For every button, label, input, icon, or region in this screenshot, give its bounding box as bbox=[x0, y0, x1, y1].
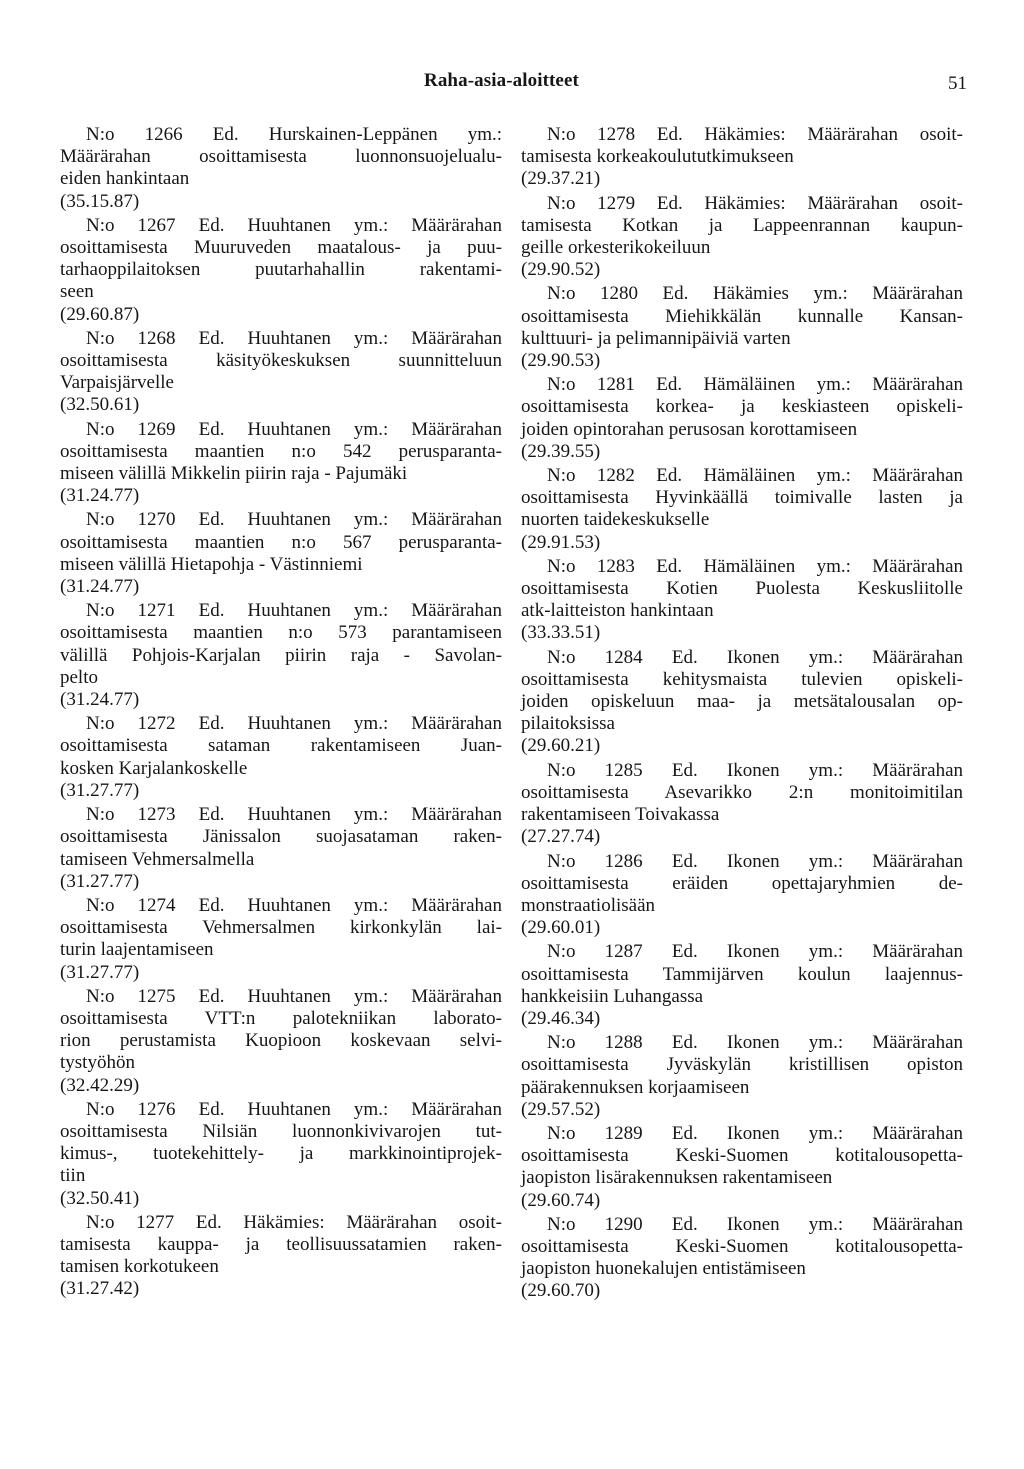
motion-heading-line: N:o 1281 Ed. Hämäläinen ym.: Määrärahan bbox=[547, 374, 963, 396]
motion-entry bbox=[60, 1212, 502, 1301]
motion-text-line: osoittamisesta Jänissalon suojasataman raken- bbox=[60, 826, 502, 848]
motion-text-line: osoittamisesta Miehikkälän kunnalle Kansan- bbox=[521, 305, 963, 327]
budget-code: (29.37.21) bbox=[521, 168, 601, 190]
motion-entry bbox=[521, 124, 963, 191]
motion-entry bbox=[521, 193, 963, 282]
motion-text-line: osoittamisesta käsityökeskuksen suunnitteluun bbox=[60, 350, 502, 372]
motion-entry bbox=[60, 986, 502, 1097]
motion-heading-line: N:o 1274 Ed. Huuhtanen ym.: Määrärahan bbox=[86, 894, 502, 916]
motion-entry bbox=[60, 328, 502, 417]
budget-code: (29.60.21) bbox=[521, 735, 601, 757]
page-header bbox=[0, 70, 1024, 100]
motion-heading-line: N:o 1275 Ed. Huuhtanen ym.: Määrärahan bbox=[86, 985, 502, 1007]
motion-text-line: osoittamisesta Asevarikko 2:n monitoimitilan bbox=[521, 781, 963, 803]
motion-text-line: osoittamisesta Muuruveden maatalous- ja puu- bbox=[60, 237, 502, 259]
motion-text-line: atk-laitteiston hankintaan bbox=[521, 600, 714, 622]
motion-entry bbox=[521, 1032, 963, 1121]
motion-heading-line: N:o 1271 Ed. Huuhtanen ym.: Määrärahan bbox=[86, 600, 502, 622]
motion-heading-line: N:o 1282 Ed. Hämäläinen ym.: Määrärahan bbox=[547, 465, 963, 487]
motion-heading-line: N:o 1278 Ed. Häkämies: Määrärahan osoit- bbox=[547, 124, 963, 145]
budget-code: (32.50.61) bbox=[60, 394, 140, 416]
motion-entry bbox=[60, 600, 502, 711]
motion-entry bbox=[521, 647, 963, 758]
motion-text-line: välillä Pohjois-Karjalan piirin raja - Savolan- bbox=[60, 644, 502, 666]
motion-heading-line: N:o 1279 Ed. Häkämies: Määrärahan osoit- bbox=[547, 192, 963, 214]
budget-code: (29.90.52) bbox=[521, 259, 601, 281]
motion-text-line: seen bbox=[60, 281, 94, 303]
motion-heading-line: N:o 1283 Ed. Hämäläinen ym.: Määrärahan bbox=[547, 555, 963, 577]
motion-text-line: joiden opintorahan perusosan korottamiseen bbox=[521, 418, 858, 440]
motion-heading-line: N:o 1277 Ed. Häkämies: Määrärahan osoit- bbox=[86, 1211, 502, 1233]
budget-code: (27.27.74) bbox=[521, 826, 601, 848]
motion-text-line: Määrärahan osoittamisesta luonnonsuojelualu- bbox=[60, 146, 502, 168]
motion-text-line: osoittamisesta Nilsiän luonnonkivivarojen tut- bbox=[60, 1120, 502, 1142]
motion-text-line: kosken Karjalankoskelle bbox=[60, 757, 248, 779]
motion-heading-line: N:o 1290 Ed. Ikonen ym.: Määrärahan bbox=[547, 1213, 963, 1235]
budget-code: (31.24.77) bbox=[60, 576, 140, 598]
motion-text-line: osoittamisesta Hyvinkäällä toimivalle lasten ja bbox=[521, 487, 963, 509]
motion-text-line: osoittamisesta Jyväskylän kristillisen opiston bbox=[521, 1054, 963, 1076]
motion-text-line: pelto bbox=[60, 666, 98, 688]
motion-text-line: monstraatiolisään bbox=[521, 894, 656, 916]
budget-code: (32.50.41) bbox=[60, 1187, 140, 1209]
motion-entry bbox=[60, 895, 502, 984]
page-number: 51 bbox=[948, 73, 967, 94]
motion-text-line: tamisen korkotukeen bbox=[60, 1256, 219, 1278]
motion-entry bbox=[60, 215, 502, 326]
motion-text-line: osoittamisesta Keski-Suomen kotitalousopetta- bbox=[521, 1235, 963, 1257]
motion-text-line: osoittamisesta maantien n:o 542 perusparanta- bbox=[60, 440, 502, 462]
budget-code: (32.42.29) bbox=[60, 1074, 140, 1096]
motion-text-line: geille orkesterikokeiluun bbox=[521, 237, 711, 259]
motion-heading-line: N:o 1285 Ed. Ikonen ym.: Määrärahan bbox=[547, 759, 963, 781]
budget-code: (29.60.01) bbox=[521, 917, 601, 939]
motion-heading-line: N:o 1268 Ed. Huuhtanen ym.: Määrärahan bbox=[86, 327, 502, 349]
motion-text-line: tamisesta korkeakoulututkimukseen bbox=[521, 146, 794, 168]
budget-code: (29.60.70) bbox=[521, 1280, 601, 1302]
motion-heading-line: N:o 1288 Ed. Ikonen ym.: Määrärahan bbox=[547, 1032, 963, 1054]
budget-code: (29.60.87) bbox=[60, 303, 140, 325]
motion-heading-line: N:o 1269 Ed. Huuhtanen ym.: Määrärahan bbox=[86, 418, 502, 440]
budget-code: (33.33.51) bbox=[521, 622, 601, 644]
motion-text-line: tystyöhön bbox=[60, 1052, 135, 1074]
motion-text-line: joiden opiskeluun maa- ja metsätalousalan op- bbox=[521, 691, 963, 713]
motion-heading-line: N:o 1270 Ed. Huuhtanen ym.: Määrärahan bbox=[86, 509, 502, 531]
motion-text-line: tamisesta kauppa- ja teollisuussatamien raken- bbox=[60, 1233, 502, 1255]
budget-code: (29.46.34) bbox=[521, 1007, 601, 1029]
motion-entry bbox=[521, 941, 963, 1030]
motion-text-line: osoittamisesta maantien n:o 567 perusparanta- bbox=[60, 531, 502, 553]
motion-text-line: tarhaoppilaitoksen puutarhahallin rakentami- bbox=[60, 259, 502, 281]
budget-code: (31.27.77) bbox=[60, 779, 140, 801]
motion-text-line: osoittamisesta VTT:n palotekniikan laborato- bbox=[60, 1007, 502, 1029]
budget-code: (29.60.74) bbox=[521, 1189, 601, 1211]
motion-entry bbox=[60, 1099, 502, 1210]
motion-heading-line: N:o 1272 Ed. Huuhtanen ym.: Määrärahan bbox=[86, 713, 502, 735]
motion-entry bbox=[521, 1123, 963, 1212]
motion-heading-line: N:o 1267 Ed. Huuhtanen ym.: Määrärahan bbox=[86, 214, 502, 236]
left-column bbox=[60, 124, 502, 1303]
budget-code: (29.57.52) bbox=[521, 1098, 601, 1120]
motion-heading-line: N:o 1266 Ed. Hurskainen-Leppänen ym.: bbox=[86, 124, 502, 145]
motion-entry bbox=[60, 419, 502, 508]
motion-entry bbox=[60, 804, 502, 893]
motion-entry bbox=[521, 374, 963, 463]
budget-code: (31.27.42) bbox=[60, 1278, 140, 1300]
motion-heading-line: N:o 1273 Ed. Huuhtanen ym.: Määrärahan bbox=[86, 804, 502, 826]
motion-entry bbox=[521, 760, 963, 849]
motion-text-line: osoittamisesta eräiden opettajaryhmien de- bbox=[521, 872, 963, 894]
motion-text-line: kimus-, tuotekehittely- ja markkinointiprojek- bbox=[60, 1143, 502, 1165]
motion-text-line: miseen välillä Hietapohja - Västinniemi bbox=[60, 553, 363, 575]
budget-code: (29.91.53) bbox=[521, 531, 601, 553]
motion-heading-line: N:o 1284 Ed. Ikonen ym.: Määrärahan bbox=[547, 646, 963, 668]
motion-entry bbox=[521, 1214, 963, 1303]
motion-text-line: eiden hankintaan bbox=[60, 168, 190, 190]
budget-code: (29.90.53) bbox=[521, 350, 601, 372]
budget-code: (29.39.55) bbox=[521, 440, 601, 462]
motion-heading-line: N:o 1280 Ed. Häkämies ym.: Määrärahan bbox=[547, 283, 963, 305]
motion-heading-line: N:o 1289 Ed. Ikonen ym.: Määrärahan bbox=[547, 1122, 963, 1144]
motion-entry bbox=[521, 556, 963, 645]
motion-text-line: pilaitoksissa bbox=[521, 713, 615, 735]
motion-entry bbox=[60, 509, 502, 598]
motion-text-line: turin laajentamiseen bbox=[60, 939, 214, 961]
motion-text-line: päärakennuksen korjaamiseen bbox=[521, 1076, 750, 1098]
motion-entry bbox=[521, 283, 963, 372]
budget-code: (31.27.77) bbox=[60, 961, 140, 983]
motion-text-line: osoittamisesta korkea- ja keskiasteen opiskeli- bbox=[521, 396, 963, 418]
motion-text-line: tamisesta Kotkan ja Lappeenrannan kaupun- bbox=[521, 214, 963, 236]
budget-code: (31.24.77) bbox=[60, 485, 140, 507]
motion-text-line: osoittamisesta Keski-Suomen kotitalousopetta- bbox=[521, 1145, 963, 1167]
motion-text-line: tamiseen Vehmersalmella bbox=[60, 848, 255, 870]
motion-text-line: kulttuuri- ja pelimannipäiviä varten bbox=[521, 327, 791, 349]
right-column bbox=[521, 124, 963, 1305]
motion-text-line: osoittamisesta maantien n:o 573 parantamiseen bbox=[60, 622, 502, 644]
budget-code: (35.15.87) bbox=[60, 190, 140, 212]
motion-text-line: Varpaisjärvelle bbox=[60, 372, 174, 394]
motion-text-line: jaopiston lisärakennuksen rakentamiseen bbox=[521, 1167, 833, 1189]
running-title: Raha-asia-aloitteet bbox=[424, 70, 579, 91]
motion-text-line: miseen välillä Mikkelin piirin raja - Pajumäki bbox=[60, 463, 408, 485]
motion-text-line: hankkeisiin Luhangassa bbox=[521, 985, 704, 1007]
motion-text-line: osoittamisesta Tammijärven koulun laajennus- bbox=[521, 963, 963, 985]
budget-code: (31.24.77) bbox=[60, 689, 140, 711]
motion-text-line: nuorten taidekeskukselle bbox=[521, 509, 710, 531]
motion-text-line: osoittamisesta sataman rakentamiseen Juan- bbox=[60, 735, 502, 757]
motion-text-line: osoittamisesta Kotien Puolesta Keskusliitolle bbox=[521, 578, 963, 600]
motion-entry bbox=[521, 851, 963, 940]
motion-text-line: tiin bbox=[60, 1165, 86, 1187]
motion-heading-line: N:o 1276 Ed. Huuhtanen ym.: Määrärahan bbox=[86, 1098, 502, 1120]
motion-entry bbox=[60, 713, 502, 802]
motion-text-line: osoittamisesta Vehmersalmen kirkonkylän lai- bbox=[60, 917, 502, 939]
motion-text-line: osoittamisesta kehitysmaista tulevien opiskeli- bbox=[521, 668, 963, 690]
motion-text-line: jaopiston huonekalujen entistämiseen bbox=[521, 1258, 806, 1280]
motion-text-line: rion perustamista Kuopioon koskevaan selvi- bbox=[60, 1030, 502, 1052]
motion-text-line: rakentamiseen Toivakassa bbox=[521, 804, 720, 826]
motion-heading-line: N:o 1287 Ed. Ikonen ym.: Määrärahan bbox=[547, 941, 963, 963]
motion-entry bbox=[60, 124, 502, 213]
motion-heading-line: N:o 1286 Ed. Ikonen ym.: Määrärahan bbox=[547, 850, 963, 872]
budget-code: (31.27.77) bbox=[60, 870, 140, 892]
motion-entry bbox=[521, 465, 963, 554]
